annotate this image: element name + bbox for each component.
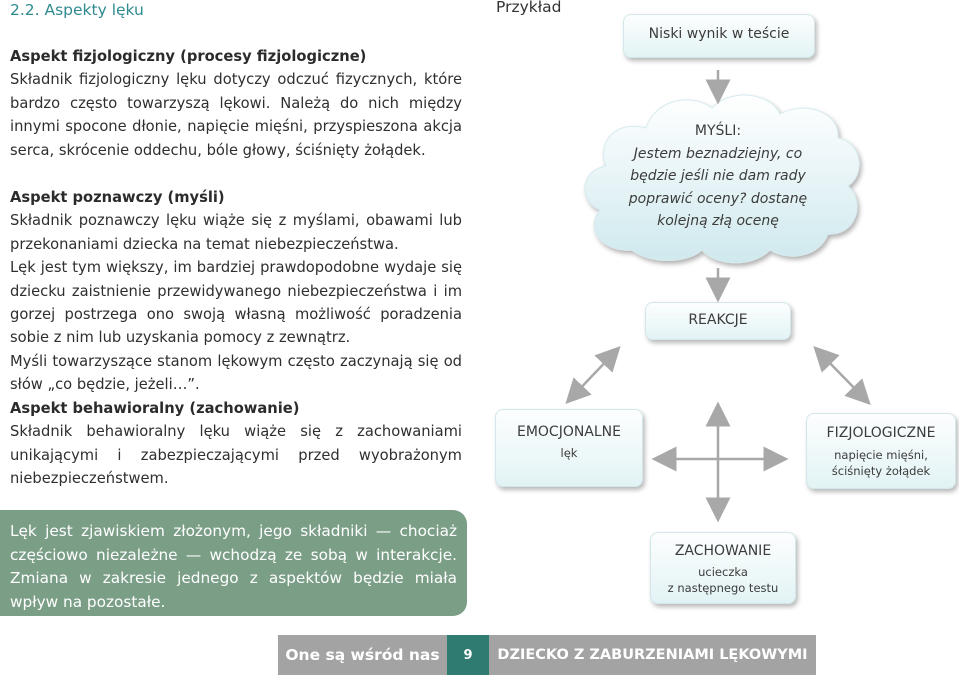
top-box-text: Niski wynik w teście [648, 26, 790, 42]
physiological-box [806, 413, 956, 489]
section-title: 2.2. Aspekty lęku [10, 1, 144, 19]
physiological-heading: Aspekt fizjologiczny (procesy fizjologiczne) [10, 48, 367, 65]
cognitive-heading: Aspekt poznawczy (myśli) [10, 189, 225, 206]
cognitive-body-1: Składnik poznawczy lęku wiąże się z myślami, obawami lub przekonaniami dziecka na temat niebezpieczeństwa. [10, 212, 462, 253]
emotional-sub: lęk [560, 446, 578, 460]
top-box-result [623, 14, 815, 58]
cloud-line-2: będzie jeśli nie dam rady [630, 168, 806, 184]
emotional-title: EMOCJONALNE [516, 424, 622, 440]
cognitive-body-3: Myśli towarzyszące stanom lękowym często zaczynają się od słów „co będzie, jeżeli…”. [10, 352, 462, 394]
physiological-box-sub-2: ściśnięty żołądek [831, 464, 931, 478]
cloud-line-1: Jestem beznadziejny, co [633, 145, 803, 162]
page-number: 9 [447, 635, 489, 675]
cloud-text [588, 120, 848, 233]
cloud-title: MYŚLI: [694, 123, 742, 139]
arrow-left-diag [574, 355, 612, 395]
footer-book-title: One są wśród nas [278, 635, 447, 675]
emotional-box [495, 409, 643, 487]
behavior-sub-2: z następnego testu [667, 581, 779, 595]
behavioral-heading: Aspekt behawioralny (zachowanie) [10, 400, 300, 417]
example-label: Przykład [496, 0, 562, 16]
footer-chapter-title: DZIECKO Z ZABURZENIAMI LĘKOWYMI [489, 635, 816, 675]
reactions-text: REAKCJE [688, 312, 748, 328]
physiological-box-title: FIZJOLOGICZNE [826, 425, 936, 441]
cloud-line-4: kolejną złą ocenę [657, 213, 779, 229]
arrow-right-diag [822, 355, 862, 396]
behavioral-body: Składnik behawioralny lęku wiąże się z zachowaniami unikającymi i zabezpieczającymi przed wyobrażonym niebezpieczeństwem. [10, 423, 462, 488]
physiological-box-sub-1: napięcie mięśni, [834, 448, 928, 462]
physiological-body: Składnik fizjologiczny lęku dotyczy odczuć fizycznych, które bardzo często towarzyszą lękowi. Należą do nich między innymi spocone dłonie, napięcie mięśni, przyspieszona akcja serca, skrócenie oddechu, bóle głowy, ściśnięty żołądek. [10, 71, 462, 159]
reactions-box [645, 302, 791, 340]
cloud-line-3: poprawić oceny? dostanę [628, 190, 808, 207]
behavior-sub-1: ucieczka [698, 565, 748, 579]
cognitive-body-2: Lęk jest tym większy, im bardziej prawdopodobne wydaje się dziecku zaistnienie przewidywanego niebezpieczeństwa i im gorzej postrzega ono swoją własną możliwość poradzenia sobie z nim lub uzyskania pomocy z zewnątrz. [10, 259, 462, 347]
behavior-box [650, 532, 796, 604]
behavior-title: ZACHOWANIE [674, 543, 772, 559]
summary-callout: Lęk jest zjawiskiem złożonym, jego składniki — chociaż częściowo niezależne — wchodzą ze sobą w interakcje. Zmiana w zakresie jednego z aspektów będzie miała wpływ na pozostałe. [0, 510, 467, 616]
